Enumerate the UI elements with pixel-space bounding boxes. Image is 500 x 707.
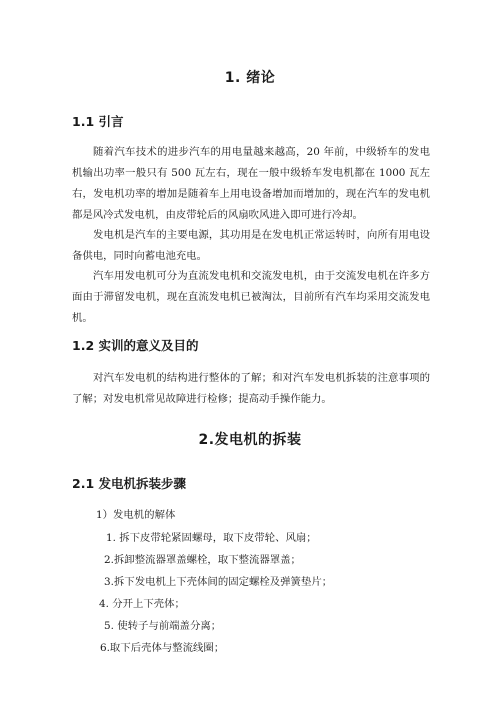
paragraph-preface-3: 汽车用发电机可分为直流发电机和交流发电机，由于交流发电机在许多方面由于滞留发电机，现在直流发电机已被淘汰，目前所有汽车均采用交流发电机。 [72, 270, 430, 324]
list-item-step-2: 2.拆卸整流器罩盖螺栓，取下整流器罩盖； [104, 554, 301, 566]
steps-intro: 1）发电机的解体 [96, 509, 176, 521]
list-item-step-3: 3.拆下发电机上下壳体间的固定螺栓及弹簧垫片； [104, 576, 333, 588]
section-title-preface: 1.1 引言 [72, 114, 124, 129]
list-item-step-6: 6.取下后壳体与整流线圈； [100, 642, 225, 654]
paragraph-preface-1: 随着汽车技术的进步汽车的用电量越来越高，20 年前，中级轿车的发电机输出功率一般只有 500 瓦左右，现在一般中级轿车发电机都在 1000 瓦左右，发电机功率的增加是随着车上用电设备增加而增加的，现在汽车的发电机都是风冷式发电机，由皮带轮后的风扇吹风进入即可进行冷却。 [72, 146, 430, 221]
paragraph-preface-2: 发电机是汽车的主要电源，其功用是在发电机正常运转时，向所有用电设备供电，同时向蓄电池充电。 [72, 229, 430, 262]
list-item-step-1: 1. 拆下皮带轮紧固螺母，取下皮带轮、风扇； [106, 532, 317, 544]
list-item-step-5: 5. 使转子与前端盖分离； [104, 620, 222, 632]
list-item-step-4: 4. 分开上下壳体； [99, 598, 185, 610]
chapter-title-introduction: 1. 绪论 [224, 70, 276, 86]
chapter-title-disassembly: 2.发电机的拆装 [198, 432, 302, 448]
section-title-purpose: 1.2 实训的意义及目的 [72, 338, 199, 353]
section-title-steps: 2.1 发电机拆装步骤 [72, 476, 186, 491]
paragraph-purpose: 对汽车发电机的结构进行整体的了解；和对汽车发电机拆装的注意事项的了解；对发电机常见故障进行检修；提高动手操作能力。 [72, 372, 430, 405]
